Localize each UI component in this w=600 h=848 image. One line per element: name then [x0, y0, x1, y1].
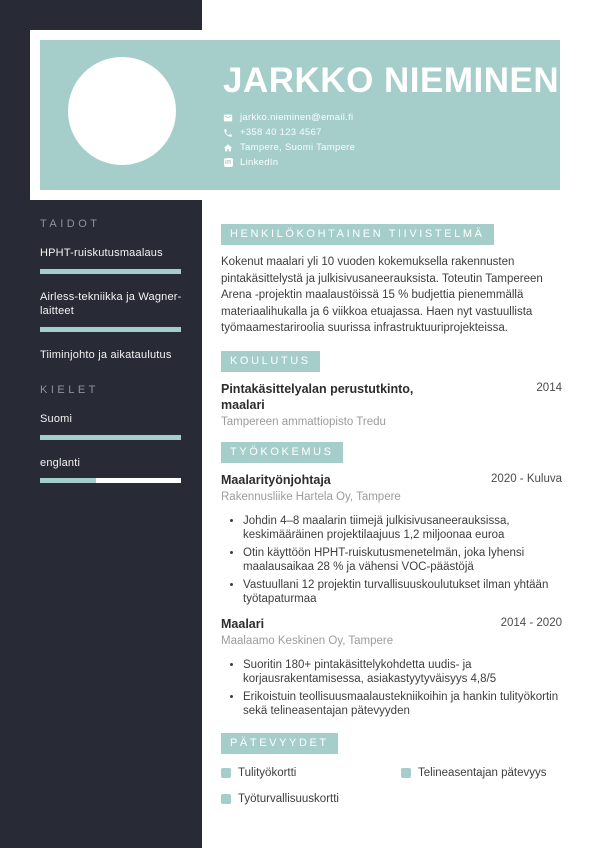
job-bullet-list [221, 514, 562, 607]
phone-icon [223, 128, 233, 138]
company-name: Maalaamo Keskinen Oy, Tampere [221, 634, 394, 647]
skill-label: Tiiminjohto ja aikataulutus [40, 348, 172, 361]
job-entry [221, 472, 562, 607]
skills-section-title: TAIDOT [40, 218, 101, 230]
square-bullet-icon [221, 768, 231, 778]
language-level-bar [40, 478, 181, 483]
job-entry [221, 616, 562, 719]
language-label: Suomi [40, 413, 73, 425]
job-bullet-list [221, 658, 562, 719]
school-name: Tampereen ammattiopisto Tredu [221, 415, 386, 428]
job-title: Maalari [221, 616, 265, 631]
education-section [221, 351, 562, 428]
sidebar-content [40, 218, 185, 483]
certifications-section [221, 733, 562, 805]
contact-list [223, 112, 553, 168]
contact-linkedin-text: LinkedIn [240, 157, 279, 168]
degree-title: Pintakäsittelyalan perustutkinto, maalari [221, 381, 414, 412]
skill-label: HPHT-ruiskutusmaalaus [40, 247, 163, 259]
profile-photo-placeholder [68, 57, 176, 165]
main-column [221, 224, 562, 805]
header-text [223, 61, 560, 172]
skill-level-bar [40, 327, 181, 332]
contact-location-text: Tampere, Suomi Tampere [240, 142, 356, 153]
certification-item: Telineasentajan pätevyys [401, 767, 562, 779]
contact-phone [223, 127, 553, 138]
skill-level-bar [40, 269, 181, 274]
home-icon [223, 143, 233, 153]
skill-label: Airless-tekniikka ja Wagner-laitteet [40, 290, 182, 317]
email-icon [223, 113, 233, 123]
summary-text: Kokenut maalari yli 10 vuoden kokemuksella rakennusten pintakäsittelystä ja julkisivusaneerauksista. Toteutin Tampereen Arena -projektin maalaustöissä 15 % budjettia pienemmällä materiaalihukalla ja 6 viikkoa etuajassa. Haen nyt vastuullista työmaamestariroolia suurissa infrastruktuuriprojekteissa. [221, 256, 543, 334]
header-band [30, 30, 570, 200]
contact-phone-text: +358 40 123 4567 [240, 127, 322, 138]
experience-section [221, 442, 562, 719]
certifications-section-header: PÄTEVYYDET [221, 733, 338, 754]
job-date: 2020 - Kuluva [491, 472, 562, 485]
square-bullet-icon [401, 768, 411, 778]
language-level-bar [40, 435, 181, 440]
job-bullet: • Suoritin 180+ pintakäsittelykohdetta uudis- ja korjausrakentamisessa, asiakastyytyväisyys 4,8/5 [243, 658, 562, 687]
summary-section-header: HENKILÖKOHTAINEN TIIVISTELMÄ [221, 224, 494, 245]
certifications-grid [221, 767, 562, 805]
contact-email-text: jarkko.nieminen@email.fi [240, 112, 354, 123]
job-bullet: • Otin käyttöön HPHT-ruiskutusmenetelmän, joka lyhensi maalausaikaa 28 % ja vähensi VOC-päästöjä [243, 546, 562, 575]
job-bullet: • Vastuullani 12 projektin turvallisuuskoulutukset ilman yhtään työtapaturmaa [243, 578, 562, 607]
education-date: 2014 [536, 381, 562, 394]
contact-linkedin[interactable] [223, 157, 553, 168]
square-bullet-icon [221, 794, 231, 804]
education-section-header: KOULUTUS [221, 351, 320, 372]
job-date: 2014 - 2020 [500, 616, 562, 629]
job-bullet: • Erikoistuin teollisuusmaalaustekniikoihin ja hankin tulityökortin sekä telineasentajan pätevyyden [243, 690, 562, 719]
contact-location [223, 142, 553, 153]
candidate-name: JARKKO NIEMINEN [223, 61, 560, 100]
job-title: Maalarityönjohtaja [221, 472, 331, 487]
contact-email[interactable] [223, 112, 553, 123]
job-bullet: • Johdin 4–8 maalarin tiimejä julkisivusaneerauksissa, keskimääräinen projektilaajuus 1,2 miljoonaa euroa [243, 514, 562, 543]
certification-item: Työturvallisuuskortti [221, 793, 401, 805]
education-entry [221, 381, 562, 428]
certification-item: Tulityökortti [221, 767, 401, 779]
language-label: englanti [40, 456, 81, 469]
experience-section-header: TYÖKOKEMUS [221, 442, 343, 463]
linkedin-icon: in [224, 159, 232, 166]
languages-section-title: KIELET [40, 384, 99, 396]
company-name: Rakennusliike Hartela Oy, Tampere [221, 490, 401, 503]
